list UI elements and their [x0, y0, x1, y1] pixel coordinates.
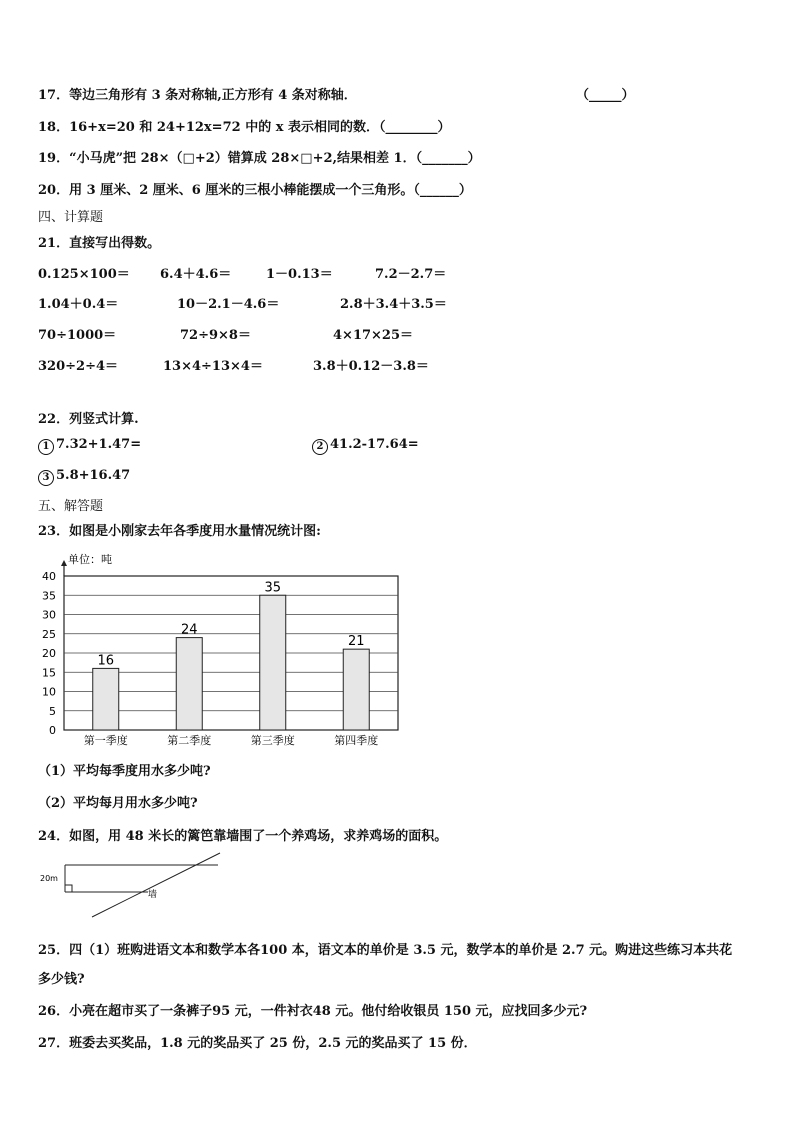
circled-number: 1	[38, 439, 54, 455]
q22-expr: 7.32+1.47=	[56, 437, 142, 452]
q18-text: 18．16+x=20 和 24+12x=72 中的 x 表示相同的数．（________）	[38, 120, 451, 135]
y-tick-label: 25	[42, 627, 56, 641]
q21-expr: 320÷2÷4＝	[38, 359, 119, 374]
q25-line1: 25．四（1）班购进语文本和数学本各100 本，语文本的单价是 3.5 元，数学本的单价是 2.7 元。购进这些练习本共花	[38, 943, 733, 958]
q26-text: 26．小亮在超市买了一条裤子95 元，一件衬衣48 元。他付给收银员 150 元，应找回多少元?	[38, 1004, 588, 1019]
q22-item	[38, 437, 141, 455]
y-tick-label: 10	[42, 685, 56, 699]
q17-answer-blank[interactable]: （_____）	[576, 88, 635, 103]
q22-expr: 41.2-17.64=	[330, 437, 419, 452]
q21-expr: 10－2.1－4.6＝	[177, 297, 280, 312]
q22-item	[312, 437, 419, 455]
y-tick-label: 35	[42, 589, 56, 603]
x-category-label: 第四季度	[334, 734, 379, 747]
q24-title: 24．如图，用 48 米长的篱笆靠墙围了一个养鸡场，求养鸡场的面积。	[38, 829, 448, 844]
q21-expr: 70÷1000＝	[38, 328, 117, 343]
bar-value-label: 24	[180, 622, 198, 638]
q21-expr: 6.4＋4.6＝	[160, 267, 232, 282]
q20-text: 20．用 3 厘米、2 厘米、6 厘米的三根小棒能摆成一个三角形。（______）	[38, 183, 472, 198]
q23-sub2: （2）平均每月用水多少吨?	[38, 796, 198, 811]
y-tick-label: 5	[49, 704, 56, 718]
chicken-coop-diagram	[38, 850, 228, 925]
circled-number: 2	[312, 439, 328, 455]
wall-line	[92, 853, 220, 917]
section-4-heading: 四、计算题	[38, 210, 104, 225]
bar	[260, 595, 286, 730]
q19-text: 19．“小马虎”把 28×（□+2）错算成 28×□+2,结果相差 1．（_______）	[38, 151, 481, 166]
x-category-label: 第二季度	[167, 734, 212, 747]
wall-label: 墙	[148, 890, 158, 900]
bar-value-label: 35	[264, 580, 282, 596]
q21-expr: 4×17×25＝	[333, 328, 414, 343]
chart-unit-label: 单位：吨	[68, 553, 112, 566]
bar	[343, 649, 369, 730]
q21-expr: 3.8＋0.12－3.8＝	[313, 359, 429, 374]
q21-expr: 1－0.13＝	[266, 267, 333, 282]
bar-value-label: 16	[97, 653, 115, 669]
y-tick-label: 30	[42, 608, 56, 622]
q21-expr: 0.125×100＝	[38, 267, 130, 282]
x-category-label: 第一季度	[83, 734, 128, 747]
q17-text: 17．等边三角形有 3 条对称轴,正方形有 4 条对称轴．	[38, 88, 357, 103]
bar-value-label: 21	[347, 634, 365, 650]
y-tick-label: 40	[42, 570, 56, 583]
y-tick-label: 20	[42, 647, 56, 660]
right-angle-mark	[65, 885, 72, 892]
q21-title: 21．直接写出得数。	[38, 236, 161, 251]
section-5-heading: 五、解答题	[38, 499, 104, 514]
bar	[93, 668, 119, 730]
q22-title: 22．列竖式计算.	[38, 412, 139, 427]
q23-sub1: （1）平均每季度用水多少吨?	[38, 764, 211, 779]
q22-expr: 5.8+16.47	[56, 468, 131, 483]
q27-text: 27．班委去买奖品，1.8 元的奖品买了 25 份，2.5 元的奖品买了 15 份．	[38, 1036, 477, 1051]
bar	[176, 638, 202, 730]
q25-line2: 多少钱?	[38, 972, 85, 987]
q21-expr: 7.2－2.7＝	[375, 267, 447, 282]
q21-expr: 13×4÷13×4＝	[163, 359, 263, 374]
y-tick-label: 15	[42, 666, 56, 680]
water-usage-bar-chart	[30, 546, 410, 752]
q22-item	[38, 468, 130, 486]
y-axis-arrow	[61, 560, 67, 566]
q21-expr: 2.8＋3.4＋3.5＝	[340, 297, 447, 312]
y-tick-label: 0	[49, 724, 56, 737]
circled-number: 3	[38, 470, 54, 486]
side-length-label: 20m	[40, 874, 58, 883]
q23-title: 23．如图是小刚家去年各季度用水量情况统计图:	[38, 524, 321, 539]
x-category-label: 第三季度	[250, 734, 295, 747]
q21-expr: 1.04＋0.4＝	[38, 297, 119, 312]
q21-expr: 72÷9×8＝	[180, 328, 251, 343]
